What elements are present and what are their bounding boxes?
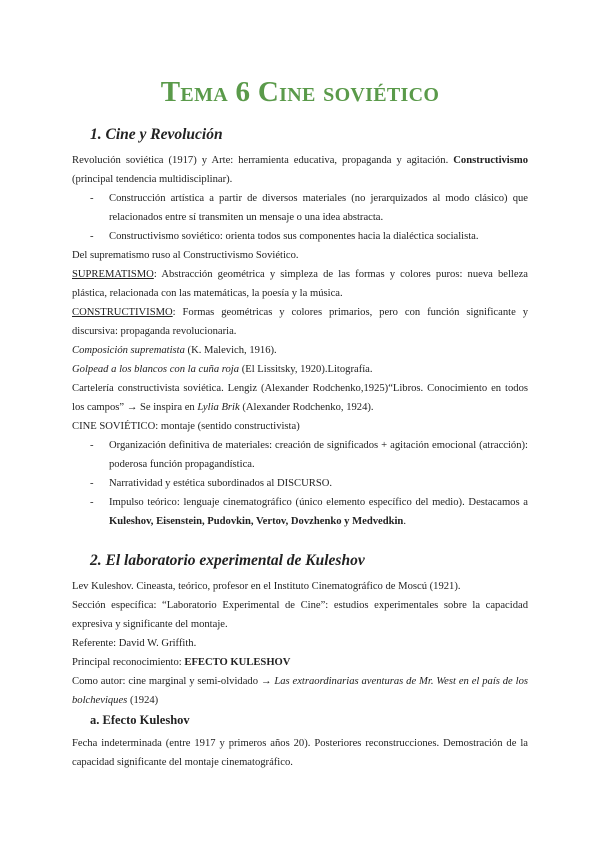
page-title: Tema 6 Cine soviético [160,76,440,108]
paragraph: CONSTRUCTIVISMO: Formas geométricas y colores primarios, pero con función significante y discursiva: propaganda revolucionaria. [72,307,528,337]
paragraph: Composición suprematista (K. Malevich, 1916). [72,345,277,356]
paragraph: CINE SOVIÉTICO: montaje (sentido constructivista) [72,421,300,432]
list-item: - Impulso teórico: lenguaje cinematográfico (único elemento específico del medio). Destacamos a Kuleshov, Eisenstein, Pudovkin, Vertov, Dovzhenko y Medvedkin. [90,497,528,527]
paragraph: Principal reconocimiento: EFECTO KULESHOV [72,657,291,668]
section-1-heading: 1. Cine y Revolución [90,126,223,143]
paragraph: Revolución soviética (1917) y Arte: herramienta educativa, propaganda y agitación. Constructivismo (principal tendencia multidisciplinar). [72,155,528,185]
paragraph: Del suprematismo ruso al Constructivismo Soviético. [72,250,299,261]
paragraph: SUPREMATISMO: Abstracción geométrica y simpleza de las formas y colores puros: nueva belleza plástica, relacionada con las matemáticas, la poesía y la música. [72,269,528,299]
paragraph: Lev Kuleshov. Cineasta, teórico, profesor en el Instituto Cinematográfico de Moscú (1921). [72,581,461,592]
section-2-heading: 2. El laboratorio experimental de Kuleshov [90,552,365,569]
paragraph: Cartelería constructivista soviética. Lengiz (Alexander Rodchenko,1925)“Libros. Conocimiento en todos los campos” → Se inspira en Lylia Brik (Alexander Rodchenko, 1924). [72,383,528,413]
paragraph: Referente: David W. Griffith. [72,638,197,649]
paragraph: Golpead a los blancos con la cuña roja (El Lissitsky, 1920).Litografía. [72,364,373,375]
paragraph: Como autor: cine marginal y semi-olvidado → Las extraordinarias aventuras de Mr. West en el país de los bolcheviques (1924) [72,676,528,706]
list-item: - Construcción artística a partir de diversos materiales (no jerarquizados al modo clásico) que relacionados entre sí transmiten un mensaje o una idea abstracta. [90,193,528,223]
subsection-heading: a. Efecto Kuleshov [90,713,190,727]
paragraph: Sección específica: “Laboratorio Experimental de Cine”: estudios experimentales sobre la capacidad expresiva y significante del montaje. [72,600,528,630]
list-item: - Narratividad y estética subordinados al DISCURSO. [90,478,333,489]
list-item: - Constructivismo soviético: orienta todos sus componentes hacia la dialéctica socialista. [90,231,479,242]
list-item: - Organización definitiva de materiales: creación de significados + agitación emocional (atracción): poderosa función propagandística. [90,440,528,470]
paragraph: Fecha indeterminada (entre 1917 y primeros años 20). Posteriores reconstrucciones. Demostración de la capacidad significante del montaje cinematográfico. [72,738,528,768]
